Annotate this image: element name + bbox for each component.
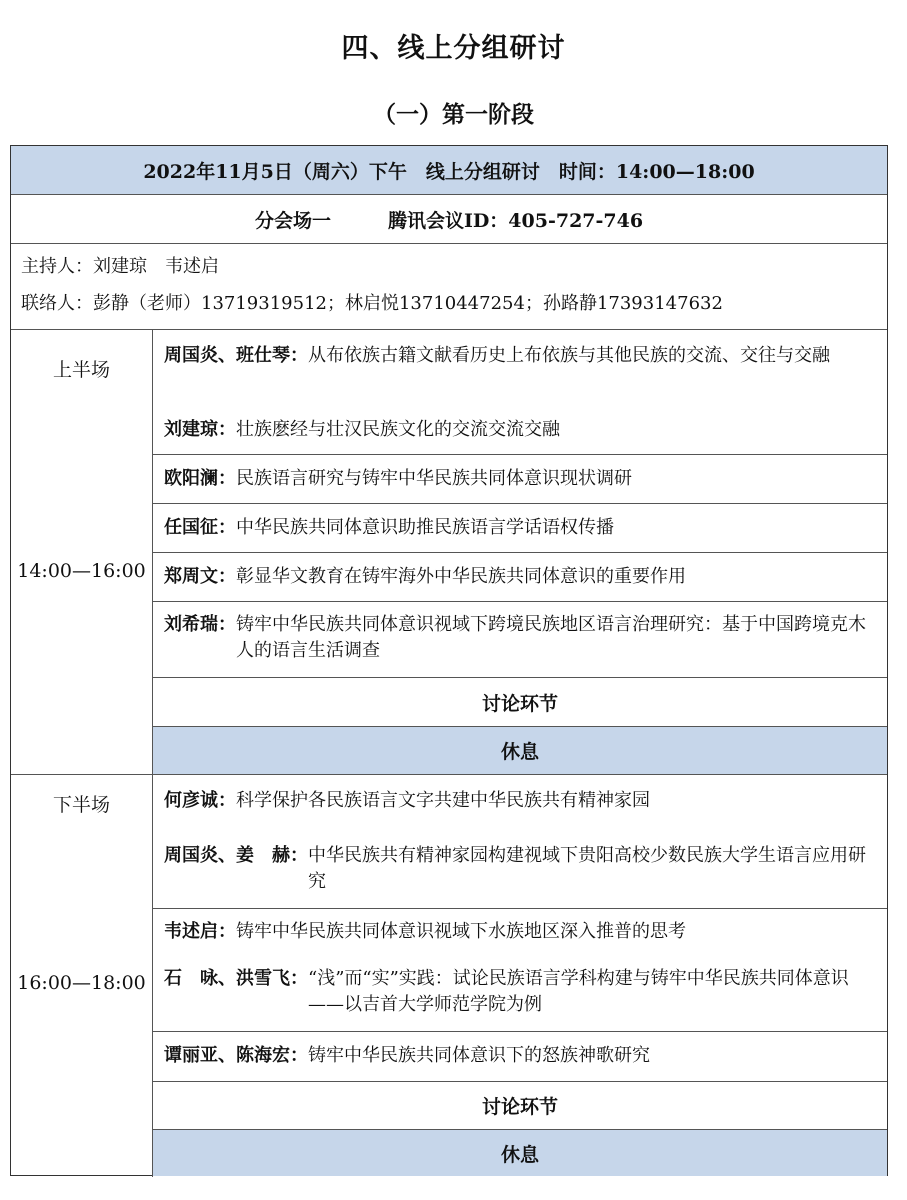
talk-item xyxy=(164,343,879,369)
venue-row xyxy=(11,195,887,243)
talk-speaker: 欧阳澜： xyxy=(164,468,236,489)
talk-title: 中华民族共有精神家园构建视域下贵阳高校少数民族大学生语言应用研究 xyxy=(308,845,866,892)
talk-speaker: 刘希瑞： xyxy=(164,614,236,635)
talk-item xyxy=(164,843,879,895)
first-half-break xyxy=(153,727,887,774)
talk-speaker: 郑周文： xyxy=(164,566,236,587)
discussion-label: 讨论环节 xyxy=(481,1096,558,1118)
talk-item xyxy=(164,966,879,1018)
talk-item xyxy=(164,466,879,492)
schedule-table xyxy=(10,145,888,1176)
page-heading: 四、线上分组研讨 xyxy=(341,33,566,64)
header-text: 2022年11月5日（周六）下午 线上分组研讨 时间：14:00—18:00 xyxy=(143,160,755,183)
table-header xyxy=(11,146,887,194)
talk-speaker: 谭丽亚、陈海宏： xyxy=(164,1045,308,1066)
host-line: 主持人：刘建琼 韦述启 xyxy=(21,256,219,277)
talk-speaker: 何彦诚： xyxy=(164,790,236,811)
talk-title: “浅”而“实”实践：试论民族语言学科构建与铸牢中华民族共同体意识——以吉首大学师范学院为例 xyxy=(308,968,849,1015)
talk-speaker: 周国炎、班仕琴： xyxy=(164,345,308,366)
section-subheading: （一）第一阶段 xyxy=(373,101,534,128)
talk-item xyxy=(164,417,879,443)
first-half-label: 上半场 xyxy=(52,359,110,381)
talk-title: 科学保护各民族语言文字共建中华民族共有精神家园 xyxy=(236,790,650,811)
talk-title: 铸牢中华民族共同体意识视域下跨境民族地区语言治理研究：基于中国跨境克木人的语言生活调查 xyxy=(236,614,866,661)
second-half-break xyxy=(153,1130,887,1176)
talk-item xyxy=(164,564,879,590)
talk-speaker: 任国征： xyxy=(164,517,236,538)
talk-item xyxy=(164,515,879,541)
talk-title: 彰显华文教育在铸牢海外中华民族共同体意识的重要作用 xyxy=(236,566,686,587)
second-half-time: 16:00—18:00 xyxy=(17,972,146,994)
talk-speaker: 周国炎、姜 赫： xyxy=(164,845,308,866)
talk-item xyxy=(164,788,879,814)
talk-title: 中华民族共同体意识助推民族语言学话语权传播 xyxy=(236,517,614,538)
contact-line: 联络人：彭静（老师）13719319512；林启悦13710447254；孙路静17393147632 xyxy=(21,293,723,314)
talk-title: 铸牢中华民族共同体意识视域下水族地区深入推普的思考 xyxy=(236,921,686,942)
talk-speaker: 石 咏、洪雪飞： xyxy=(164,968,308,989)
talk-title: 民族语言研究与铸牢中华民族共同体意识现状调研 xyxy=(236,468,632,489)
break-label: 休息 xyxy=(500,1143,539,1166)
first-half-discussion xyxy=(153,678,887,726)
talk-item xyxy=(164,919,879,945)
talk-speaker: 刘建琼： xyxy=(164,419,236,440)
talk-title: 从布依族古籍文献看历史上布依族与其他民族的交流、交往与交融 xyxy=(308,345,830,366)
discussion-label: 讨论环节 xyxy=(481,692,558,715)
talk-speaker: 韦述启： xyxy=(164,921,236,942)
break-label: 休息 xyxy=(500,741,539,763)
talk-title: 壮族麽经与壮汉民族文化的交流交流交融 xyxy=(236,419,560,440)
venue-text: 分会场一 腾讯会议ID：405-727-746 xyxy=(254,209,644,232)
second-half-discussion xyxy=(153,1082,887,1129)
first-half-time: 14:00—16:00 xyxy=(17,560,146,582)
talk-item xyxy=(164,612,879,664)
talk-title: 铸牢中华民族共同体意识下的怒族神歌研究 xyxy=(308,1045,650,1066)
talk-item xyxy=(164,1043,879,1069)
second-half-label: 下半场 xyxy=(52,794,110,816)
